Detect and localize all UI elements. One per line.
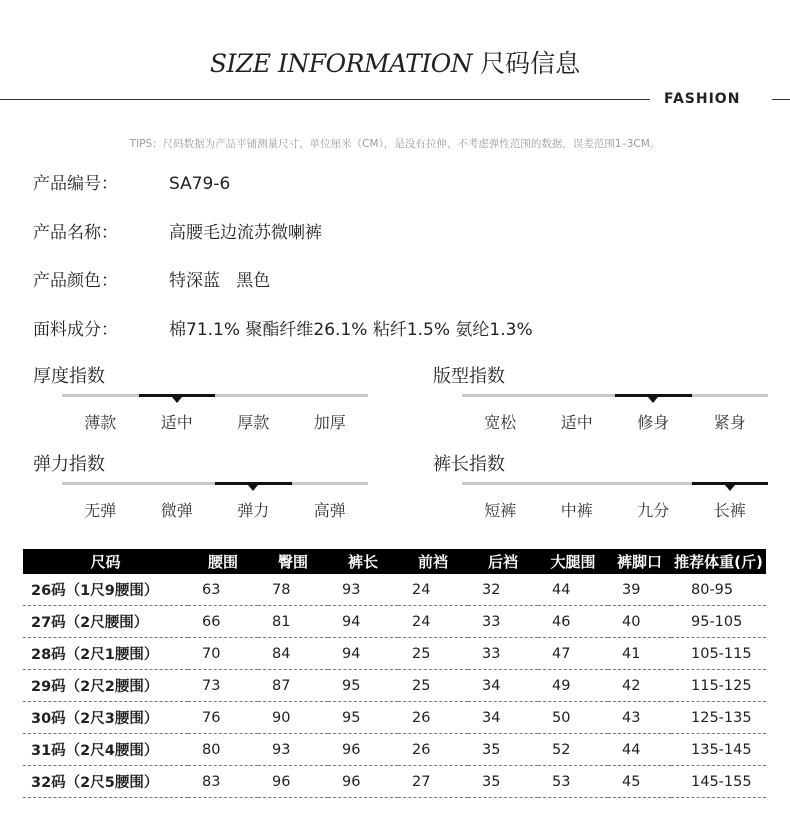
thickness-option: 薄款 [84,413,117,432]
size-cell: 26码（1尺9腰围） [23,574,188,606]
value-cell: 50 [538,702,608,734]
column-header: 裤脚口 [608,549,671,574]
value-cell: 40 [608,606,671,638]
value-cell: 78 [258,574,328,606]
value-cell: 41 [608,638,671,670]
value-cell: 44 [538,574,608,606]
thickness-scale-track [62,394,368,397]
value-cell: 26 [398,734,468,766]
value-cell: 33 [468,606,538,638]
value-cell: 46 [538,606,608,638]
column-header: 大腿围 [538,549,608,574]
info-label: 面料成分： [33,320,118,340]
value-cell: 63 [188,574,258,606]
value-cell: 76 [188,702,258,734]
value-cell: 73 [188,670,258,702]
value-cell: 95 [328,702,398,734]
info-label: 产品名称： [33,223,118,243]
value-cell: 32 [468,574,538,606]
value-cell: 125-135 [671,702,766,734]
size-cell: 31码（2尺4腰围） [23,734,188,766]
value-cell: 81 [258,606,328,638]
length-option: 中裤 [560,501,593,520]
title-en: SIZE INFORMATION [209,49,473,78]
size-cell: 29码（2尺2腰围） [23,670,188,702]
stretch-index-title: 弹力指数 [33,454,105,475]
length-option: 短裤 [484,501,517,520]
value-cell: 52 [538,734,608,766]
value-cell: 145-155 [671,766,766,798]
value-cell: 44 [608,734,671,766]
value-cell: 115-125 [671,670,766,702]
value-cell: 84 [258,638,328,670]
value-cell: 80 [188,734,258,766]
thickness-option: 适中 [160,413,193,432]
value-cell: 33 [468,638,538,670]
value-cell: 49 [538,670,608,702]
brand-tag: FASHION [664,91,741,107]
product-color-row [33,266,270,291]
size-table [23,549,766,798]
value-cell: 87 [258,670,328,702]
value-cell: 96 [258,766,328,798]
value-cell: 105-115 [671,638,766,670]
fit-option: 紧身 [713,413,746,432]
table-row [23,734,766,766]
value-cell: 70 [188,638,258,670]
value-cell: 45 [608,766,671,798]
thickness-index-title: 厚度指数 [33,366,105,387]
column-header: 尺码 [23,549,188,574]
value-cell: 27 [398,766,468,798]
table-row [23,670,766,702]
fit-option: 修身 [637,413,670,432]
value-cell: 42 [608,670,671,702]
value-cell: 47 [538,638,608,670]
size-cell: 30码（2尺3腰围） [23,702,188,734]
value-cell: 26 [398,702,468,734]
title-cn: 尺码信息 [480,49,581,78]
value-cell: 24 [398,574,468,606]
value-cell: 135-145 [671,734,766,766]
value-cell: 94 [328,606,398,638]
table-row [23,606,766,638]
column-header: 前裆 [398,549,468,574]
value-cell: 96 [328,734,398,766]
fabric-row [33,315,533,340]
length-option: 九分 [637,501,670,520]
pointer-triangle-icon [172,397,182,403]
stretch-option: 弹力 [237,501,270,520]
value-cell: 95-105 [671,606,766,638]
fit-index-title: 版型指数 [433,366,505,387]
thickness-option: 加厚 [313,413,346,432]
column-header: 臀围 [258,549,328,574]
table-row [23,574,766,606]
size-cell: 27码（2尺腰围） [23,606,188,638]
table-row [23,638,766,670]
value-cell: 66 [188,606,258,638]
value-cell: 35 [468,766,538,798]
value-cell: 80-95 [671,574,766,606]
page-title [0,44,790,80]
info-value: 棉71.1% 聚酯纤维26.1% 粘纤1.5% 氨纶1.3% [169,320,533,340]
fit-option: 适中 [560,413,593,432]
stretch-option: 微弹 [160,501,193,520]
table-header-row [23,549,766,574]
value-cell: 34 [468,702,538,734]
pointer-triangle-icon [648,397,658,403]
value-cell: 25 [398,670,468,702]
value-cell: 93 [328,574,398,606]
divider-right [772,99,790,100]
value-cell: 83 [188,766,258,798]
column-header: 推荐体重(斤) [671,549,766,574]
value-cell: 24 [398,606,468,638]
pointer-triangle-icon [725,485,735,491]
value-cell: 39 [608,574,671,606]
value-cell: 34 [468,670,538,702]
table-row [23,766,766,798]
fit-option: 宽松 [484,413,517,432]
value-cell: 25 [398,638,468,670]
length-option: 长裤 [713,501,746,520]
column-header: 腰围 [188,549,258,574]
info-label: 产品颜色： [33,271,118,291]
info-value: 高腰毛边流苏微喇裤 [169,223,322,243]
size-cell: 28码（2尺1腰围） [23,638,188,670]
thickness-option: 厚款 [237,413,270,432]
divider-left [0,99,650,100]
table-row [23,702,766,734]
value-cell: 96 [328,766,398,798]
column-header: 后裆 [468,549,538,574]
info-value: SA79-6 [169,174,231,194]
stretch-option: 无弹 [84,501,117,520]
value-cell: 93 [258,734,328,766]
column-header: 裤长 [328,549,398,574]
value-cell: 95 [328,670,398,702]
stretch-option: 高弹 [313,501,346,520]
value-cell: 94 [328,638,398,670]
size-cell: 32码（2尺5腰围） [23,766,188,798]
product-name-row [33,218,322,243]
value-cell: 43 [608,702,671,734]
value-cell: 35 [468,734,538,766]
value-cell: 53 [538,766,608,798]
tips-text: TIPS：尺码数据为产品平铺测量尺寸，单位厘米（CM），是没有拉伸、不考虑弹性范围的数据，误差范围1–3CM。 [129,138,661,150]
length-index-title: 裤长指数 [433,454,505,475]
value-cell: 90 [258,702,328,734]
product-code-row [33,169,230,194]
info-value: 特深蓝 黑色 [169,271,271,291]
info-label: 产品编号： [33,174,118,194]
pointer-triangle-icon [248,485,258,491]
table-body [23,574,766,798]
